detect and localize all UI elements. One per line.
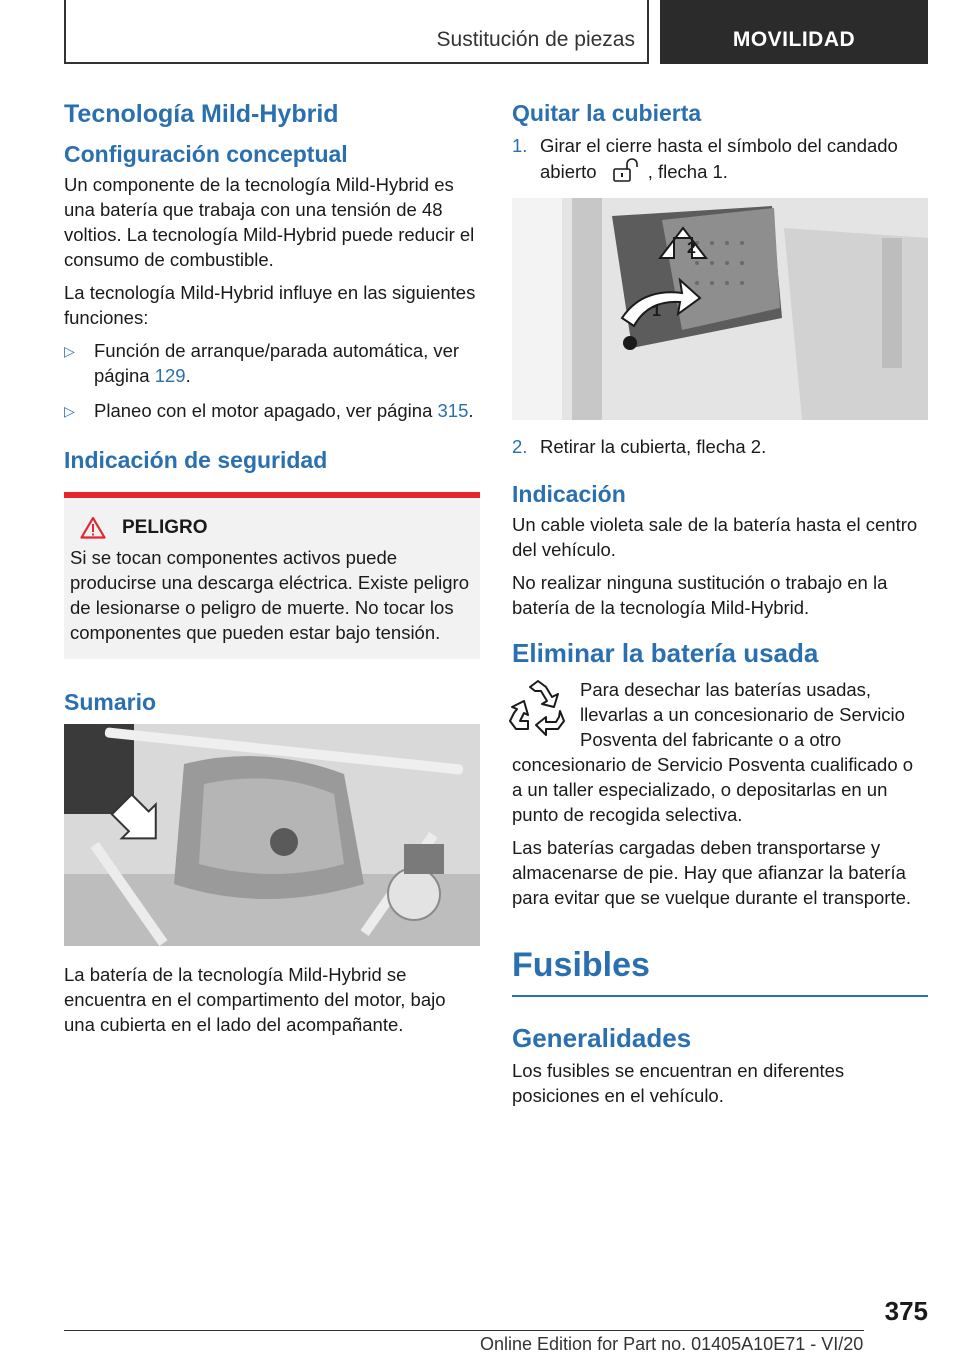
list-item: ▷ Planeo con el motor apagado, ver página 315. — [64, 398, 480, 423]
note-paragraph-2: No realizar ninguna sustitución o trabajo en la batería de la tecnología Mild-Hybrid. — [512, 572, 888, 618]
function-list — [64, 338, 480, 423]
left-column — [64, 100, 480, 1045]
right-column — [512, 100, 928, 1116]
heading-mild-hybrid: Tecnología Mild-Hybrid — [64, 100, 339, 128]
heading-general: Generalidades — [512, 1023, 692, 1053]
footer-divider — [64, 1330, 864, 1331]
concept-paragraph-2: La tecnología Mild-Hybrid influye en las siguientes funciones: — [64, 282, 476, 328]
dispose-paragraph-1: Para desechar las baterías usadas, llevarlas a un concesionario de Servicio Posventa del fabricante o a otro concesionario de Servicio Posventa cualificado o a un taller especializado, o depositarlas en un punto de recogida selectiva. — [512, 679, 914, 825]
battery-cover-photo — [512, 198, 928, 420]
open-padlock-icon — [608, 158, 644, 182]
footer-edition: Online Edition for Part no. 01405A10E71 - VI/20 — [480, 1334, 864, 1354]
note-paragraph-1: Un cable violeta sale de la batería hasta el centro del vehículo. — [512, 514, 918, 560]
list-item: 2. Retirar la cubierta, flecha 2. — [512, 436, 767, 457]
header-section-title: Sustitución de piezas — [436, 28, 635, 51]
warning-triangle-icon — [80, 516, 106, 539]
dispose-paragraph-2: Las baterías cargadas deben transportarse y almacenarse de pie. Hay que afianzar la batería para evitar que se vuelque durante el transporte. — [512, 837, 912, 908]
header-chapter-label: MOVILIDAD — [732, 28, 856, 51]
recycle-icon — [506, 677, 570, 739]
arrow-2-label: 2 — [687, 240, 696, 257]
warning-title: PELIGRO — [70, 516, 474, 539]
steps-list-1 — [512, 133, 928, 184]
header-chapter-tab — [660, 0, 928, 64]
dispose-block — [512, 677, 928, 827]
triangle-right-icon: ▷ — [64, 403, 75, 419]
list-item: ▷ Función de arranque/parada automática, ver página 129. — [64, 340, 460, 386]
page-link-315[interactable]: 315 — [437, 400, 469, 421]
general-paragraph: Los fusibles se encuentran en diferentes posiciones en el vehículo. — [512, 1060, 845, 1106]
page-number: 375 — [884, 1296, 928, 1326]
warning-box — [64, 492, 480, 659]
heading-fuses: Fusibles — [512, 946, 928, 997]
warning-text: Si se tocan componentes activos puede producirse una descarga eléctrica. Existe peligro de lesionarse o peligro de muerte. No tocar los componentes que pueden estar bajo tensión. — [70, 547, 469, 643]
arrow-1-label: 1 — [652, 303, 661, 320]
page-header — [64, 0, 928, 64]
heading-remove-cover: Quitar la cubierta — [512, 100, 702, 126]
heading-safety: Indicación de seguridad — [64, 447, 328, 473]
page-link-129[interactable]: 129 — [154, 365, 186, 386]
list-item: 1. Girar el cierre hasta el símbolo del candado abierto , flecha 1. — [512, 135, 898, 182]
engine-bay-photo — [64, 724, 480, 946]
heading-summary: Sumario — [64, 689, 157, 715]
summary-paragraph: La batería de la tecnología Mild-Hybrid se encuentra en el compartimento del motor, bajo una cubierta en el lado del acompañante. — [64, 964, 446, 1035]
steps-list-2 — [512, 434, 928, 459]
concept-paragraph-1: Un componente de la tecnología Mild-Hybrid es una batería que trabaja con una tensión de 48 voltios. La tecnología Mild-Hybrid puede reducir el consumo de combustible. — [64, 174, 475, 270]
heading-dispose-battery: Eliminar la batería usada — [512, 638, 819, 668]
heading-note: Indicación — [512, 481, 626, 507]
heading-concept: Configuración conceptual — [64, 141, 348, 167]
header-section-box — [64, 0, 649, 64]
triangle-right-icon: ▷ — [64, 343, 75, 359]
